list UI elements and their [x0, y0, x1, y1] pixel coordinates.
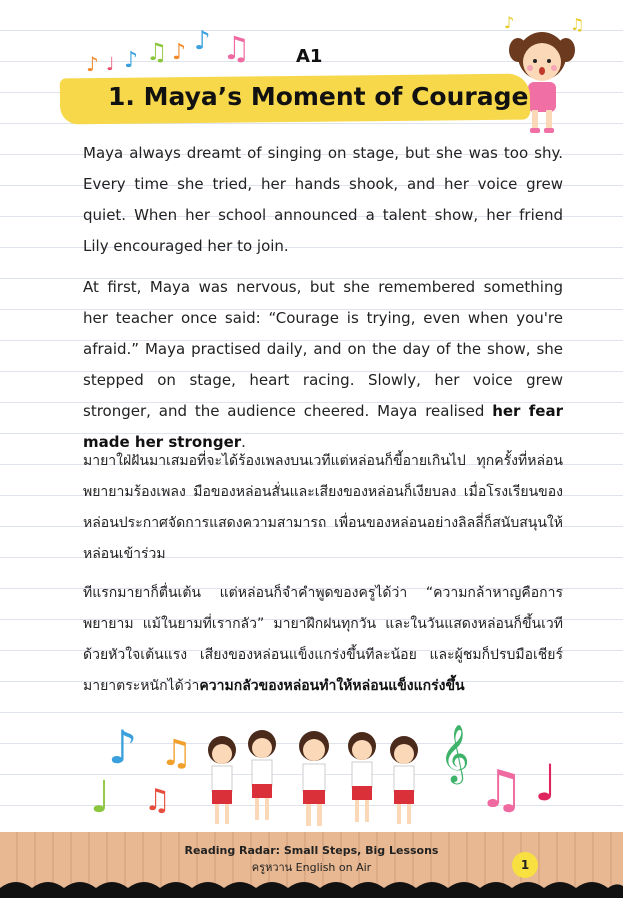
thai-paragraph-1: มายาใฝ่ฝันมาเสมอที่จะได้ร้องเพลงบนเวทีแต่หล่อนก็ขี้อายเกินไป ทุกครั้งที่หล่อนพยายามร้องเพลง มือของหล่อนสั่นและเสียงของหล่อนก็เงียบลง เมื่อโรงเรียนของหล่อนประกาศจัดการแสดงความสามารถ เพื่อนของหล่อนอย่างลิลลี่ก็สนับสนุนให้หล่อนเข้าร่วม — [83, 453, 563, 562]
page-title: 1. Maya’s Moment of Courage — [108, 82, 529, 111]
english-paragraph-2-text: At first, Maya was nervous, but she remembered something her teacher once said: “Courage is trying, even when you're afraid.” Maya practised daily, and on the day of the show, she stepped on stage, heart racing. Slowly, her voice grew stronger, and the audience cheered. Maya realised — [83, 278, 563, 420]
stage-curtain — [0, 876, 623, 898]
thai-paragraph-2-text: ทีแรกมายาก็ตื่นเต้น แต่หล่อนก็จำคำพูดของครูได้ว่า “ความกล้าหาญคือการพยายาม แม้ในยามที่เรากลัว” มายาฝึกฝนทุกวัน และในวันแสดงหล่อนก็ขึ้นเวทีด้วยหัวใจเต้นแรง เสียงของหล่อนแข็งแกร่งขึ้นทีละน้อย และผู้ชมก็ปรบมือเชียร์ มายาตระหนักได้ว่า — [83, 585, 563, 694]
thai-paragraph-2 — [83, 578, 563, 702]
english-paragraph-2-end: . — [241, 433, 246, 451]
english-paragraph-1: Maya always dreamt of singing on stage, but she was too shy. Every time she tried, her hands shook, and her voice grew quiet. When her school announced a talent show, her friend Lily encouraged her to join. — [83, 144, 563, 255]
thai-highlight: ความกลัวของหล่อนทำให้หล่อนแข็งแกร่งขึ้น — [199, 678, 465, 694]
english-highlight: her fear made her stronger — [83, 402, 563, 451]
page-number-badge: 1 — [512, 852, 538, 878]
english-paragraph-2 — [83, 272, 563, 458]
singing-girls-choir-illustration — [200, 728, 432, 836]
level-label: A1 — [296, 46, 323, 67]
footer-author: ครูหวาน English on Air — [251, 861, 372, 874]
footer-series-title: Reading Radar: Small Steps, Big Lessons — [184, 844, 439, 857]
page: ♪ ♩ ♪ ♫ ♪ ♪ ♫ ♪ ♫ A1 1. Maya’s Moment of Courage Maya always dreamt of singing on stage, but she was too shy. Every time she tried, her hands shook, and her voice grew quiet. When her school announced a talent show, her friend Lily encouraged her to join. At first, Maya was nervous, but she remembered something her teacher once said: “Courage is trying, even when you're afraid.” Maya practised daily, and on the day of the show, she stepped on stage, heart racing. Slowly, her voice grew stronger, and the audience cheered. Maya realised her fear made her stronger. มายาใฝ่ฝันมาเสมอที่จะได้ร้องเพลงบนเวทีแต่หล่อนก็ขี้อายเกินไป ทุกครั้งที่หล่อนพยายามร้องเพลง มือของหล่อนสั่นและเสียงของหล่อนก็เงียบลง เมื่อโรงเรียนของหล่อนประกาศจัดการแสดงความสามารถ เพื่อนของหล่อนอย่างลิลลี่ก็สนับสนุนให้หล่อนเข้าร่วม ทีแรกมายาก็ตื่นเต้น แต่หล่อนก็จำคำพูดของครูได้ว่า “ความกล้าหาญคือการพยายาม แม้ในยามที่เรากลัว” มายาฝึกฝนทุกวัน และในวันแสดงหล่อนก็ขึ้นเวทีด้วยหัวใจเต้นแรง เสียงของหล่อนแข็งแกร่งขึ้นทีละน้อย และผู้ชมก็ปรบมือเชียร์ มายาตระหนักได้ว่าความกลัวของหล่อนทำให้หล่อนแข็งแกร่งขึ้น ♪ ♫ ♩ ♫ ♫ ♩ 𝄞 Reading Radar: Small Steps, Big Lessons ครูหวาน English on Air 1 — [0, 0, 623, 898]
svg-text:♪: ♪ — [504, 13, 515, 32]
treble-clef-icon: 𝄞 — [440, 724, 470, 782]
svg-text:♫: ♫ — [570, 15, 585, 34]
